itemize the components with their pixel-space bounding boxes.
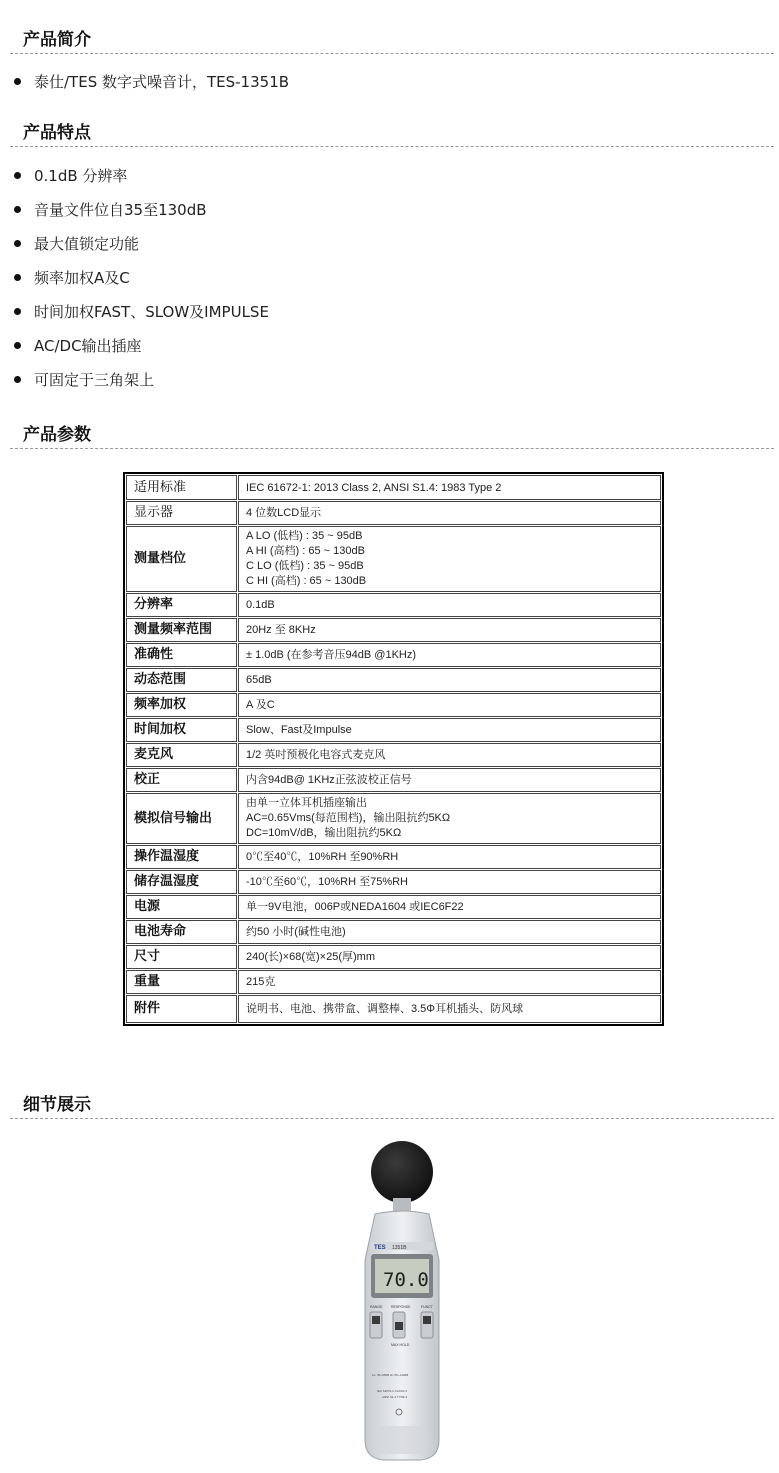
spec-key: 测量频率范围 <box>126 618 237 642</box>
bullet-dot-icon <box>14 376 21 383</box>
feature-text: 频率加权A及C <box>34 268 130 287</box>
spec-value: 0.1dB <box>238 593 661 617</box>
meter-brand-logo: TES <box>374 1245 386 1251</box>
spec-value-line: C LO (低档) : 35 ~ 95dB <box>246 560 364 572</box>
spec-value: IEC 61672-1: 2013 Class 2, ANSI S1.4: 1983 Type 2 <box>238 475 661 500</box>
range-label: RANGE <box>370 1305 383 1309</box>
windscreen-ball <box>371 1141 433 1203</box>
spec-value: 215克 <box>238 970 661 994</box>
bullet-dot-icon <box>14 308 21 315</box>
spec-table <box>123 472 664 1026</box>
spec-value: ± 1.0dB (在参考音压94dB @1KHz) <box>238 643 661 667</box>
section-header-details <box>10 1088 774 1119</box>
list-item <box>14 70 289 92</box>
spec-value-line: 由单一立体耳机插座输出 <box>246 797 367 809</box>
bullet-dot-icon <box>14 206 21 213</box>
table-row <box>126 870 661 894</box>
response-label: RESPONSE <box>391 1305 411 1309</box>
bullet-dot-icon <box>14 342 21 349</box>
spec-key: 储存温湿度 <box>126 870 237 894</box>
spec-value-line: C HI (高档) : 65 ~ 130dB <box>246 575 367 587</box>
spec-value-line: A LO (低档) : 35 ~ 95dB <box>246 530 363 542</box>
sound-level-meter-image <box>355 1140 450 1465</box>
spec-value: 240(长)×68(宽)×25(厚)mm <box>238 945 661 969</box>
spec-value-line: A HI (高档) : 65 ~ 130dB <box>246 545 365 557</box>
funct-switch <box>421 1312 433 1338</box>
section-title: 产品特点 <box>23 123 91 143</box>
range-spec-label: Lo: 35~95dB Hi: 65~130dB <box>372 1373 409 1377</box>
spec-key: 频率加权 <box>126 693 237 717</box>
spec-key: 分辨率 <box>126 593 237 617</box>
standard-spec-label: IEC 61672-1 CLASS 2 <box>377 1389 408 1393</box>
ansi-spec-label: ANSI S1.4 TYPE 2 <box>382 1395 408 1399</box>
meter-grip <box>377 1426 427 1454</box>
feature-text: AC/DC输出插座 <box>34 336 142 355</box>
list-item <box>14 300 269 322</box>
spec-key: 校正 <box>126 768 237 792</box>
table-row <box>126 768 661 792</box>
spec-value: A 及C <box>238 693 661 717</box>
spec-value: -10℃至60℃，10%RH 至75%RH <box>238 870 661 894</box>
table-row <box>126 718 661 742</box>
table-row <box>126 970 661 994</box>
spec-value: 65dB <box>238 668 661 692</box>
lcd-reading: 70.0 <box>383 1269 429 1291</box>
table-row <box>126 920 661 944</box>
spec-value: 说明书、电池、携带盒、调整棒、3.5Φ耳机插头、防风球 <box>238 995 661 1023</box>
spec-value-line: AC=0.65Vms(每范围档)，输出阻抗约5KΩ <box>246 812 451 824</box>
spec-value: 单一9V电池，006P或NEDA1604 或IEC6F22 <box>238 895 661 919</box>
meter-model-label: 1351B <box>392 1245 407 1251</box>
table-row <box>126 526 661 592</box>
intro-text: 泰仕/TES 数字式噪音计，TES-1351B <box>34 72 290 91</box>
spec-key: 准确性 <box>126 643 237 667</box>
list-item <box>14 334 142 356</box>
list-item <box>14 232 139 254</box>
list-item <box>14 266 130 288</box>
bullet-dot-icon <box>14 240 21 247</box>
spec-key: 电池寿命 <box>126 920 237 944</box>
max-hold-label: MAX HOLD <box>391 1343 410 1347</box>
spec-key: 模拟信号输出 <box>126 793 237 844</box>
spec-value: Slow、Fast及Impulse <box>238 718 661 742</box>
spec-key: 适用标准 <box>126 475 237 500</box>
table-row <box>126 895 661 919</box>
list-item <box>14 368 154 390</box>
funct-label: FUNCT <box>421 1305 433 1309</box>
spec-key: 操作温湿度 <box>126 845 237 869</box>
spec-value: 约50 小时(碱性电池) <box>238 920 661 944</box>
table-row <box>126 501 661 525</box>
spec-value <box>238 526 661 592</box>
spec-value: 20Hz 至 8KHz <box>238 618 661 642</box>
section-header-params <box>10 418 774 449</box>
bullet-dot-icon <box>14 78 21 85</box>
spec-key: 时间加权 <box>126 718 237 742</box>
feature-text: 最大值锁定功能 <box>34 234 140 253</box>
feature-text: 音量文件位自35至130dB <box>34 200 207 219</box>
feature-text: 可固定于三角架上 <box>34 370 155 389</box>
section-header-features <box>10 116 774 147</box>
spec-value: 0℃至40℃，10%RH 至90%RH <box>238 845 661 869</box>
spec-key: 动态范围 <box>126 668 237 692</box>
table-row <box>126 945 661 969</box>
spec-value: 4 位数LCD显示 <box>238 501 661 525</box>
list-item <box>14 198 207 220</box>
table-row <box>126 618 661 642</box>
table-row <box>126 593 661 617</box>
table-row <box>126 793 661 844</box>
range-switch <box>370 1312 382 1338</box>
spec-value: 内含94dB@ 1KHz正弦波校正信号 <box>238 768 661 792</box>
spec-key: 附件 <box>126 995 237 1023</box>
spec-key: 麦克风 <box>126 743 237 767</box>
table-row <box>126 668 661 692</box>
bullet-dot-icon <box>14 172 21 179</box>
table-row <box>126 845 661 869</box>
spec-key: 尺寸 <box>126 945 237 969</box>
spec-key: 显示器 <box>126 501 237 525</box>
spec-key: 电源 <box>126 895 237 919</box>
section-title: 产品参数 <box>23 425 91 445</box>
table-row <box>126 475 661 500</box>
section-title: 产品简介 <box>23 30 91 50</box>
spec-key: 测量档位 <box>126 526 237 592</box>
feature-text: 0.1dB 分辨率 <box>34 166 128 185</box>
table-row <box>126 743 661 767</box>
list-item <box>14 164 127 186</box>
table-row <box>126 643 661 667</box>
spec-value: 1/2 英吋预极化电容式麦克风 <box>238 743 661 767</box>
table-row <box>126 693 661 717</box>
table-row <box>126 995 661 1023</box>
feature-text: 时间加权FAST、SLOW及IMPULSE <box>34 302 269 321</box>
spec-value-line: DC=10mV/dB，输出阻抗约5KΩ <box>246 827 402 839</box>
section-title: 细节展示 <box>23 1095 91 1115</box>
bullet-dot-icon <box>14 274 21 281</box>
spec-value <box>238 793 661 844</box>
spec-key: 重量 <box>126 970 237 994</box>
section-header-intro <box>10 23 774 54</box>
